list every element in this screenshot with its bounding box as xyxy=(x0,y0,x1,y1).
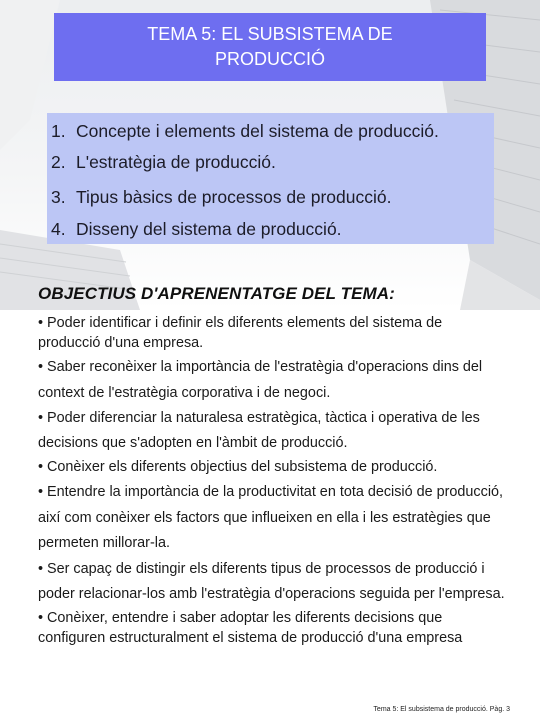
contents-item-text: Tipus bàsics de processos de producció. xyxy=(76,187,392,207)
objective-item: • Poder diferenciar la naturalesa estratègica, tàctica i operativa de les decisions que s'adopten en l'àmbit de producció. xyxy=(38,410,480,451)
contents-box xyxy=(47,113,494,244)
title-banner xyxy=(54,13,486,81)
objective-item: • Conèixer, entendre i saber adoptar les diferents decisions que configuren estructuralment el sistema de producció d'una empresa xyxy=(38,609,463,646)
page-footer: Tema 5: El subsistema de producció. Pàg. 3 xyxy=(373,706,510,713)
contents-item-text: Concepte i elements del sistema de producció. xyxy=(76,121,439,141)
objectives-list xyxy=(38,313,508,648)
contents-item-text: Disseny del sistema de producció. xyxy=(76,219,342,239)
contents-item-number: 3. xyxy=(51,187,66,207)
objective-item: • Poder identificar i definir els diferents elements del sistema de producció d'una empresa. xyxy=(38,315,443,351)
objective-item: • Entendre la importància de la productivitat en tota decisió de producció, així com conèixer els factors que influeixen en ella i les estratègies que permeten millorar-la. xyxy=(38,484,504,551)
objective-item: • Conèixer els diferents objectius del subsistema de producció. xyxy=(38,459,438,475)
contents-item-number: 2. xyxy=(51,152,66,172)
objectives-heading: OBJECTIUS D'APRENENTATGE DEL TEMA: xyxy=(38,284,395,303)
contents-item-number: 4. xyxy=(51,219,66,239)
title-line-2: PRODUCCIÓ xyxy=(214,49,325,69)
objective-item: • Saber reconèixer la importància de l'estratègia d'operacions dins del context de l'estratègia corporativa i de negoci. xyxy=(38,359,483,401)
objective-item: • Ser capaç de distingir els diferents tipus de processos de producció i poder relacionar-los amb l'estratègia d'operacions seguida per l'empresa. xyxy=(38,560,505,602)
contents-item-number: 1. xyxy=(51,121,66,141)
contents-item-text: L'estratègia de producció. xyxy=(76,152,276,172)
title-line-1: TEMA 5: EL SUBSISTEMA DE xyxy=(147,24,393,44)
